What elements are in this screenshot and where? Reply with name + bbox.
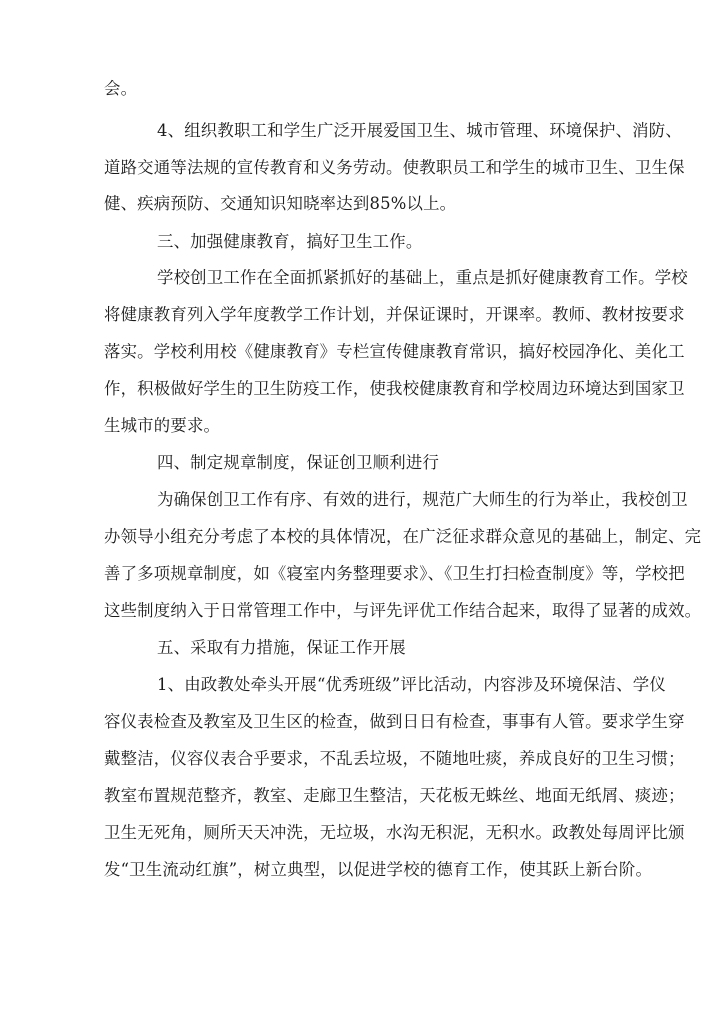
- paragraph-start-line: 4、组织教职工和学生广泛开展爱国卫生、城市管理、环境保护、消防、: [157, 121, 682, 140]
- paragraph-start-line: 1、由政教处牵头开展“优秀班级”评比活动，内容涉及环境保洁、学仪: [157, 675, 666, 694]
- text-line: 办领导小组充分考虑了本校的具体情况，在广泛征求群众意见的基础上，制定、完: [104, 527, 702, 546]
- text-line: 道路交通等法规的宣传教育和义务劳动。使教职员工和学生的城市卫生、卫生保: [104, 158, 685, 177]
- text-line: 发“卫生流动红旗”，树立典型，以促进学校的德育工作，使其跃上新台阶。: [104, 860, 653, 879]
- text-line: 戴整洁，仪容仪表合乎要求，不乱丢垃圾，不随地吐痰，养成良好的卫生习惯；: [104, 749, 685, 768]
- section-heading: 五、采取有力措施，保证工作开展: [157, 638, 406, 657]
- text-line: 卫生无死角，厕所天天冲洗，无垃圾，水沟无积泥，无积水。政教处每周评比颁: [104, 823, 685, 842]
- text-line: 作，积极做好学生的卫生防疫工作，使我校健康教育和学校周边环境达到国家卫: [104, 379, 685, 398]
- text-line: 容仪表检查及教室及卫生区的检查，做到日日有检查，事事有人管。要求学生穿: [104, 712, 685, 731]
- text-line: 善了多项规章制度，如《寝室内务整理要求》、《卫生打扫检查制度》等，学校把: [104, 564, 685, 583]
- paragraph-start-line: 为确保创卫工作有序、有效的进行，规范广大师生的行为举止，我校创卫: [157, 490, 688, 509]
- text-line: 这些制度纳入于日常管理工作中，与评先评优工作结合起来，取得了显著的成效。: [104, 601, 702, 620]
- text-line: 会。: [104, 79, 138, 98]
- paragraph-start-line: 学校创卫工作在全面抓紧抓好的基础上，重点是抓好健康教育工作。学校: [157, 268, 688, 287]
- section-heading: 三、加强健康教育，搞好卫生工作。: [157, 232, 423, 251]
- text-line: 将健康教育列入学年度教学工作计划，并保证课时，开课率。教师、教材按要求: [104, 305, 685, 324]
- text-line: 落实。学校利用校《健康教育》专栏宣传健康教育常识，搞好校园净化、美化工: [104, 342, 685, 361]
- text-line: 教室布置规范整齐，教室、走廊卫生整洁，天花板无蛛丝、地面无纸屑、痰迹；: [104, 786, 685, 805]
- text-line: 生城市的要求。: [104, 416, 221, 435]
- text-line: 健、疾病预防、交通知识知晓率达到85%以上。: [104, 194, 457, 213]
- section-heading: 四、制定规章制度，保证创卫顺利进行: [157, 453, 440, 472]
